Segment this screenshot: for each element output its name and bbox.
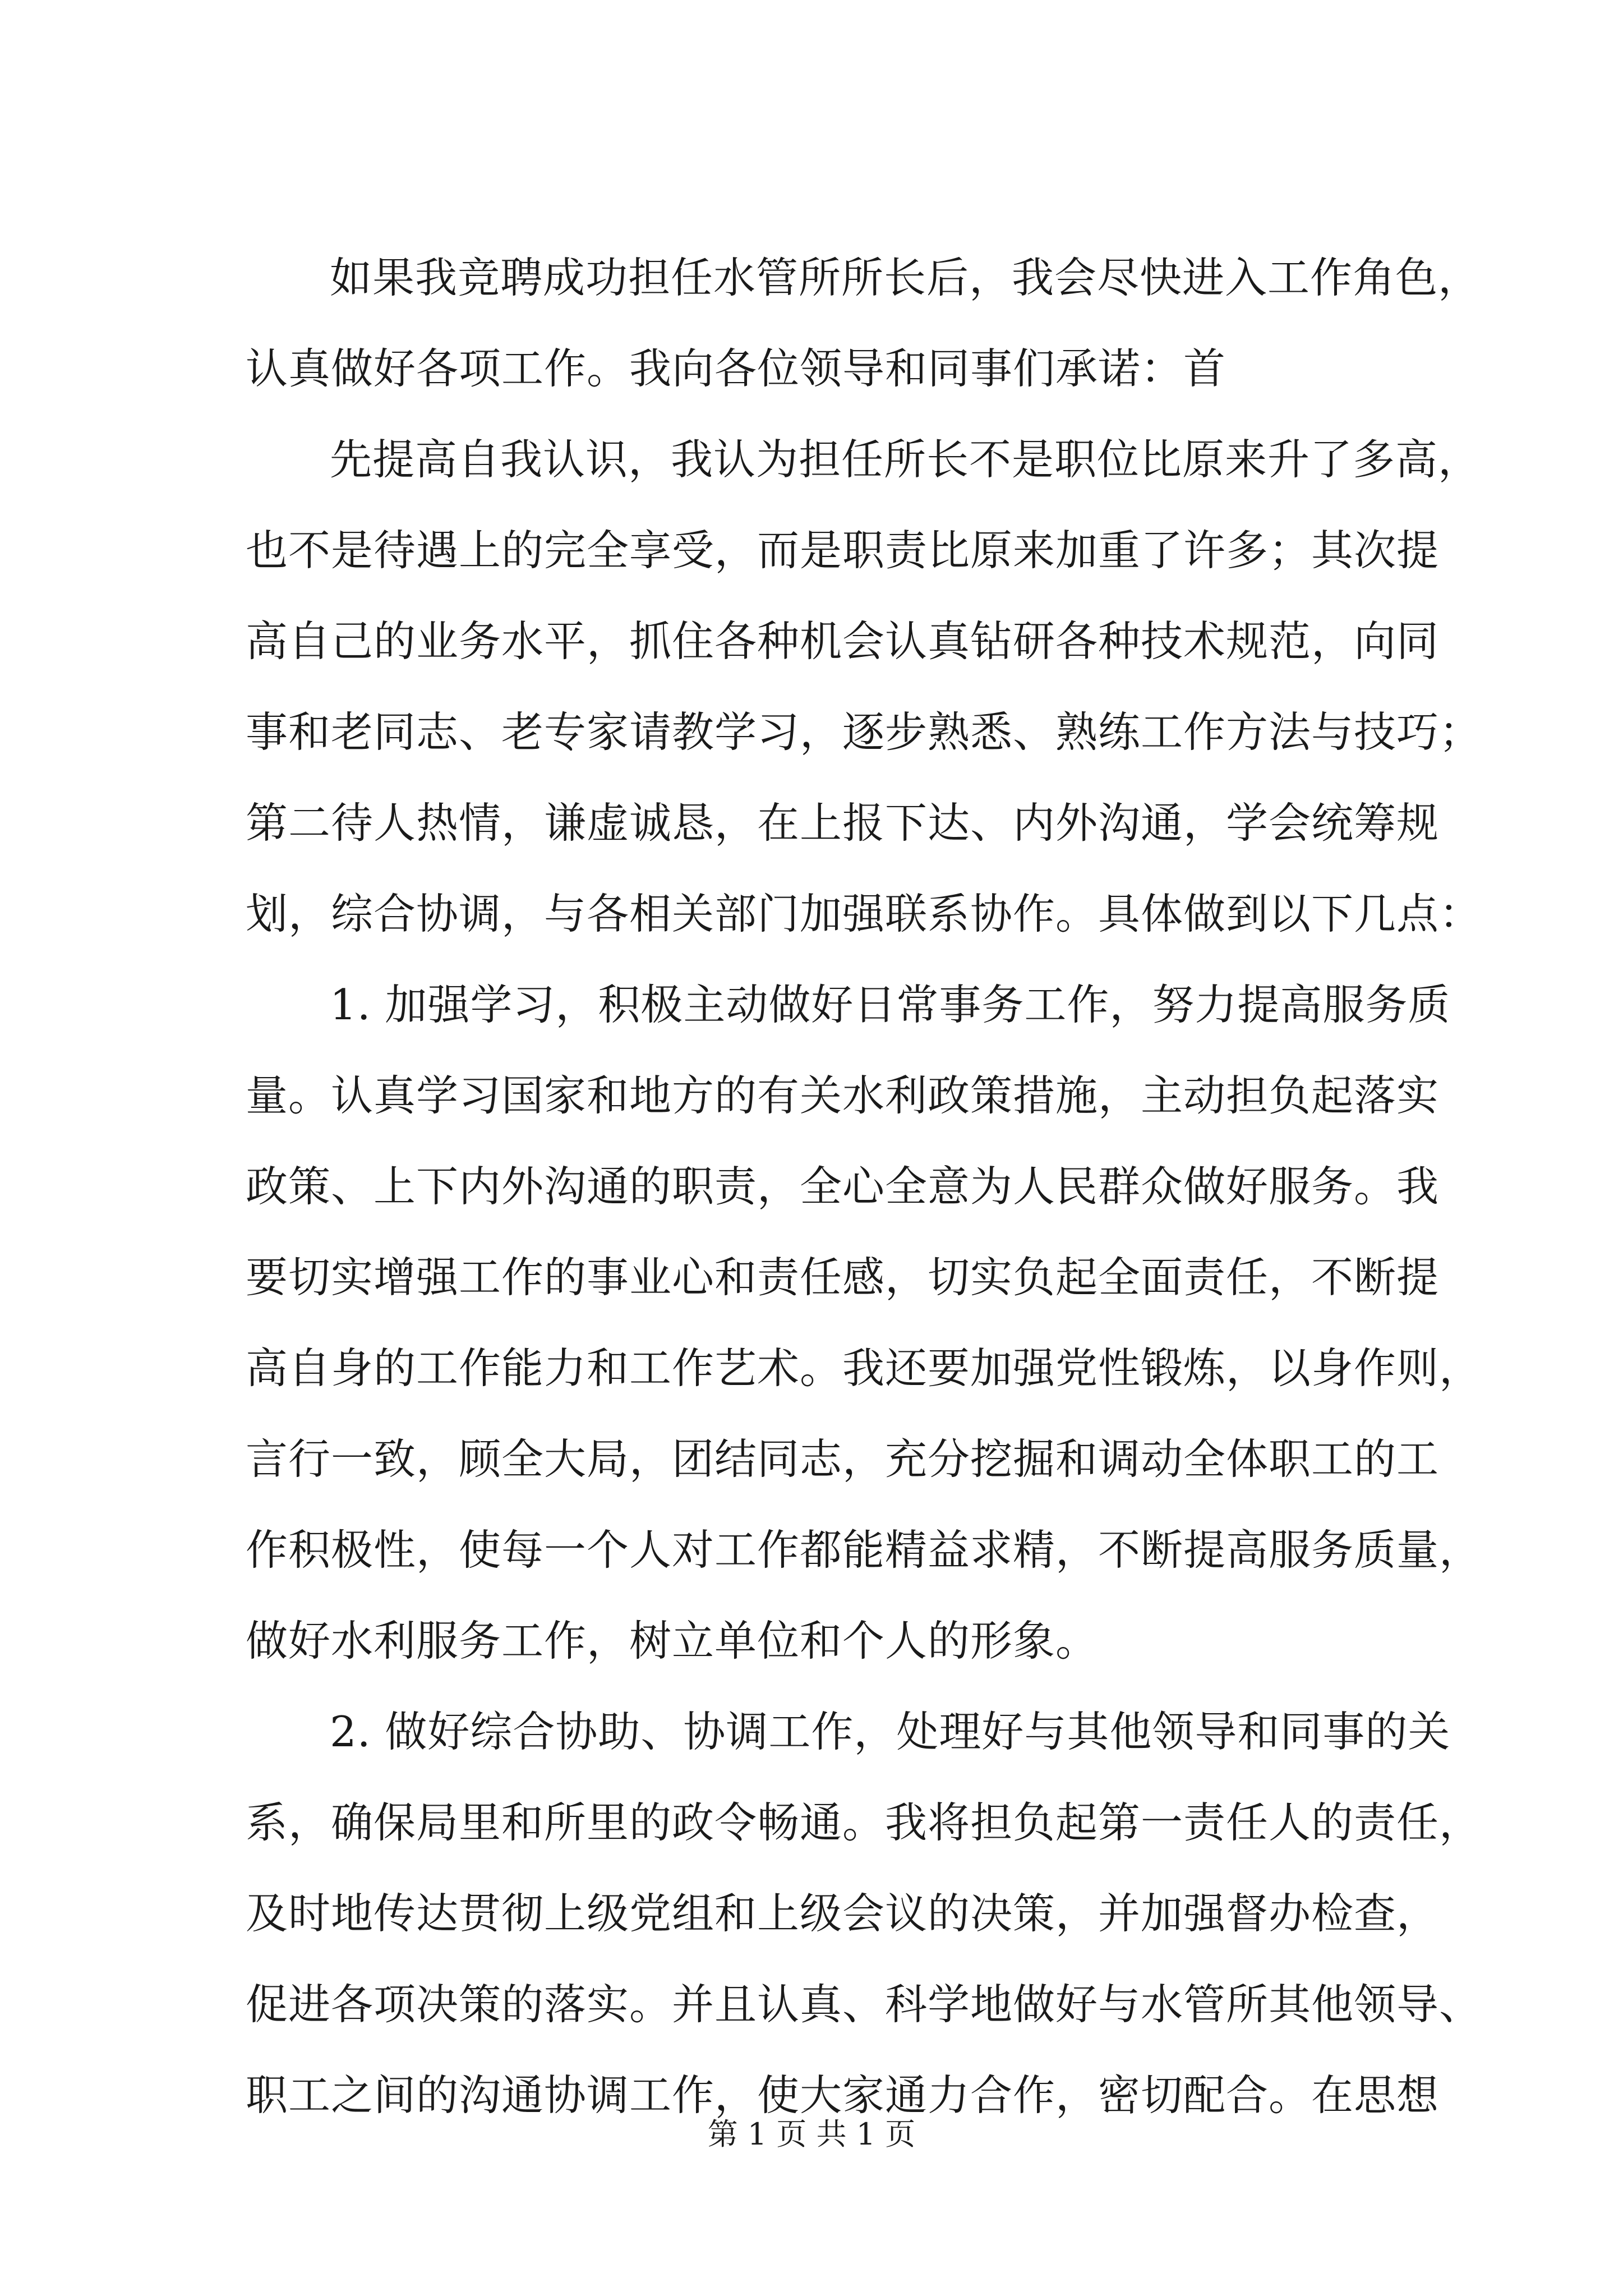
text-line: 政策、上下内外沟通的职责，全心全意为人民群众做好服务。我: [246, 1162, 1440, 1211]
text-line: 高自身的工作能力和工作艺术。我还要加强党性锻炼，以身作则，: [246, 1343, 1482, 1393]
text-line: 2. 做好综合协助、协调工作，处理好与其他领导和同事的关: [330, 1707, 1451, 1756]
text-line: 认真做好各项工作。我向各位领导和同事们承诺：首: [246, 344, 1227, 393]
text-line: 1. 加强学习，积极主动做好日常事务工作，努力提高服务质: [330, 980, 1451, 1029]
text-line: 也不是待遇上的完全享受，而是职责比原来加重了许多；其次提: [246, 526, 1440, 575]
document-body: [246, 232, 1482, 2141]
text-line: 促进各项决策的落实。并且认真、科学地做好与水管所其他领导、: [246, 1980, 1482, 2029]
text-line: 如果我竞聘成功担任水管所所长后，我会尽快进入工作角色，: [330, 253, 1481, 302]
text-line: 高自己的业务水平，抓住各种机会认真钻研各种技术规范，向同: [246, 616, 1440, 666]
text-line: 要切实增强工作的事业心和责任感，切实负起全面责任，不断提: [246, 1253, 1440, 1302]
text-line: 第二待人热情，谦虚诚恳，在上报下达、内外沟通，学会统筹规: [246, 798, 1440, 848]
text-line: 先提高自我认识，我认为担任所长不是职位比原来升了多高，: [330, 435, 1481, 484]
page-number-footer: 第 1 页 共 1 页: [707, 2116, 916, 2152]
text-line: 作积极性，使每一个人对工作都能精益求精，不断提高服务质量，: [246, 1525, 1482, 1575]
text-line: 系，确保局里和所里的政令畅通。我将担负起第一责任人的责任，: [246, 1798, 1482, 1847]
text-line: 划，综合协调，与各相关部门加强联系协作。具体做到以下几点：: [246, 889, 1482, 938]
text-line: 做好水利服务工作，树立单位和个人的形象。: [246, 1616, 1099, 1665]
text-line: 量。认真学习国家和地方的有关水利政策措施，主动担负起落实: [246, 1071, 1440, 1120]
text-line: 言行一致，顾全大局，团结同志，充分挖掘和调动全体职工的工: [246, 1434, 1440, 1484]
text-line: 事和老同志、老专家请教学习，逐步熟悉、熟练工作方法与技巧；: [246, 707, 1482, 757]
text-line: 职工之间的沟通协调工作，使大家通力合作，密切配合。在思想: [246, 2070, 1440, 2120]
text-line: 及时地传达贯彻上级党组和上级会议的决策，并加强督办检查，: [246, 1889, 1440, 1938]
